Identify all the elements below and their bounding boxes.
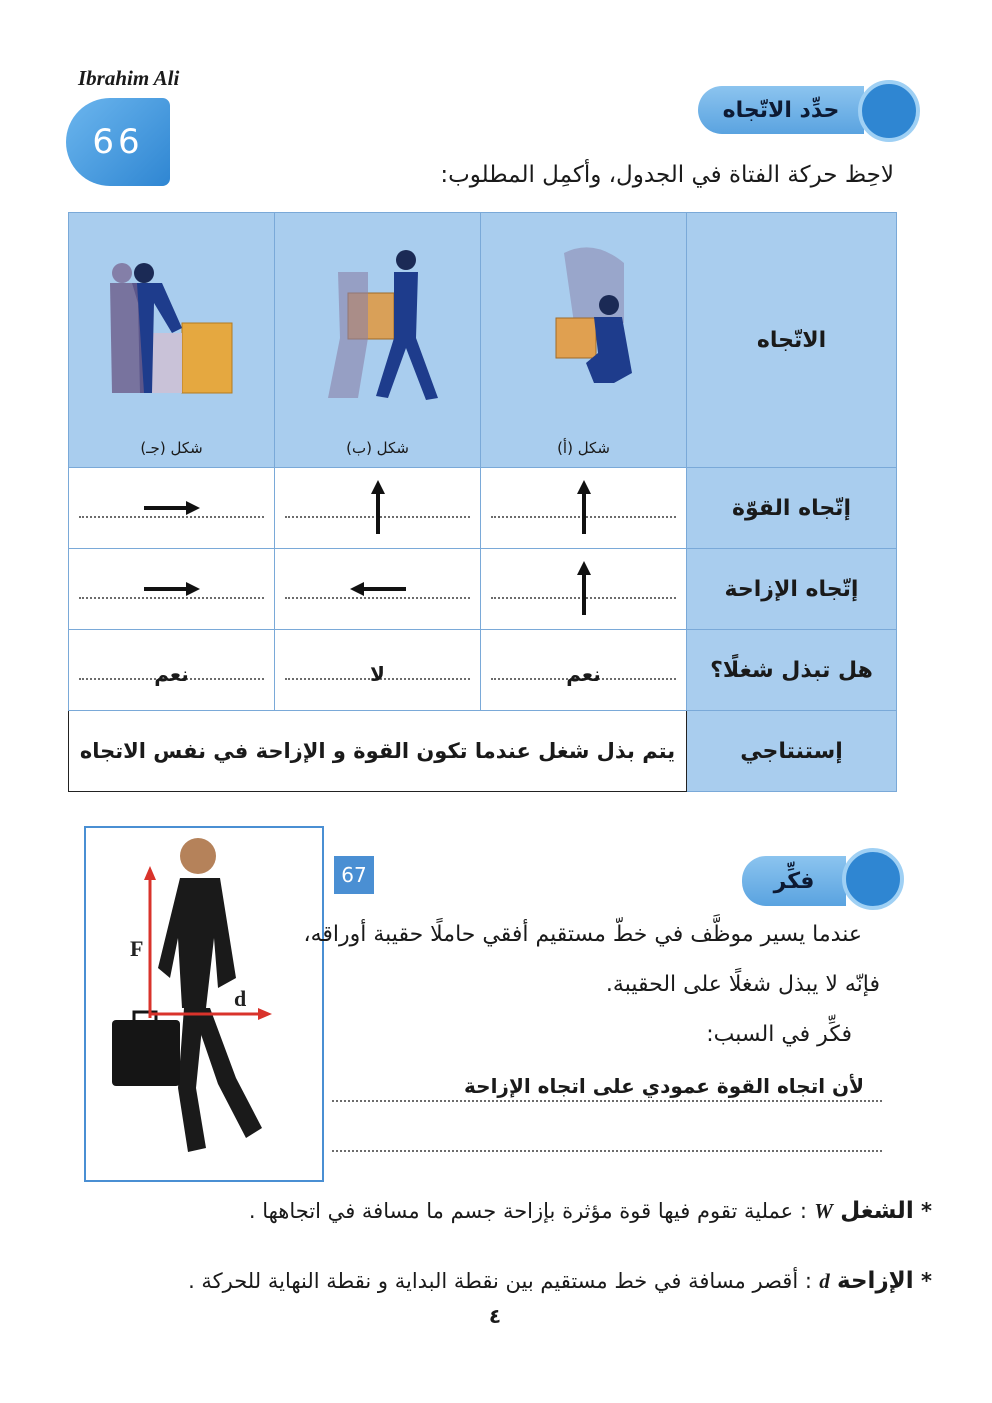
figure-caption: شكل (ب) [346, 439, 409, 457]
figure-a-cell [481, 213, 687, 468]
think-answer: لأن اتجاه القوة عمودي على اتجاه الإزاحة [464, 1074, 864, 1098]
work-answer: لا [370, 662, 385, 686]
arrow-up-icon [574, 561, 594, 617]
walking-man-photo [84, 826, 324, 1182]
row-label-direction: الاتّجاه [687, 213, 897, 468]
displacement-cell-c [69, 549, 275, 630]
think-prompt: فكِّر في السبب: [706, 1022, 852, 1047]
answer-line-1 [332, 1100, 882, 1102]
force-label: F [130, 936, 144, 961]
term-work: الشغل [840, 1198, 914, 1224]
arrow-up-icon [574, 480, 594, 536]
symbol-w: W [814, 1199, 833, 1223]
displacement-label: d [234, 986, 247, 1011]
girl-walking-with-bag-illustration [288, 238, 468, 408]
flask-icon [858, 80, 920, 142]
figure-b-cell [275, 213, 481, 468]
work-answer: نعم [566, 662, 601, 686]
direction-table [68, 212, 897, 792]
displacement-cell-b [275, 549, 481, 630]
work-cell-c [69, 630, 275, 711]
instruction-text: لاحِظ حركة الفتاة في الجدول، وأكمِل المطلوب: [440, 162, 894, 188]
term-displacement: الإزاحة [837, 1268, 914, 1294]
arrow-right-icon [142, 579, 202, 599]
symbol-d: d [819, 1269, 830, 1293]
definition-text: : أقصر مسافة في خط مستقيم بين نقطة البداية و نقطة النهاية للحركة . [188, 1269, 812, 1293]
author-name: Ibrahim Ali [78, 66, 180, 90]
work-cell-b [275, 630, 481, 711]
force-cell-c [69, 468, 275, 549]
figure-caption: شكل (جـ) [140, 439, 203, 457]
bullet: * [921, 1269, 932, 1293]
arrow-right-icon [142, 498, 202, 518]
definition-displacement [188, 1268, 932, 1294]
man-with-briefcase-illustration [86, 828, 322, 1180]
brain-gears-icon [842, 848, 904, 910]
conclusion-text: يتم بذل شغل عندما تكون القوة و الإزاحة في نفس الاتجاه [69, 711, 687, 792]
definition-text: : عملية تقوم فيها قوة مؤثرة بإزاحة جسم ما مسافة في اتجاهها . [248, 1199, 807, 1223]
page-badge: 66 [66, 98, 170, 186]
think-title: فكِّر [742, 856, 846, 906]
think-line-2: فإنّه لا يبذل شغلًا على الحقيبة. [605, 972, 880, 997]
row-label-conclusion: إستنتاجي [687, 711, 897, 792]
think-line-1: عندما يسير موظَّف في خطّ مستقيم أفقي حاملًا حقيبة أوراقه، [303, 922, 862, 947]
girl-pushing-box-illustration [82, 243, 262, 403]
bullet: * [921, 1199, 932, 1223]
arrow-left-icon [348, 579, 408, 599]
figure-c-cell [69, 213, 275, 468]
section-title: حدِّد الاتّجاه [698, 86, 864, 134]
definition-work [249, 1198, 932, 1224]
answer-line-2 [332, 1150, 882, 1152]
girl-lifting-bag-illustration [494, 243, 674, 403]
page-number: ٤ [488, 1304, 502, 1328]
force-cell-a [481, 468, 687, 549]
row-label-work: هل تبذل شغلًا؟ [687, 630, 897, 711]
displacement-cell-a [481, 549, 687, 630]
arrow-up-icon [368, 480, 388, 536]
work-answer: نعم [154, 662, 189, 686]
force-cell-b [275, 468, 481, 549]
work-cell-a [481, 630, 687, 711]
activity-badge: 67 [334, 856, 374, 894]
figure-caption: شكل (أ) [557, 439, 610, 457]
row-label-force: إتّجاه القوّة [687, 468, 897, 549]
row-label-displacement: إتّجاه الإزاحة [687, 549, 897, 630]
